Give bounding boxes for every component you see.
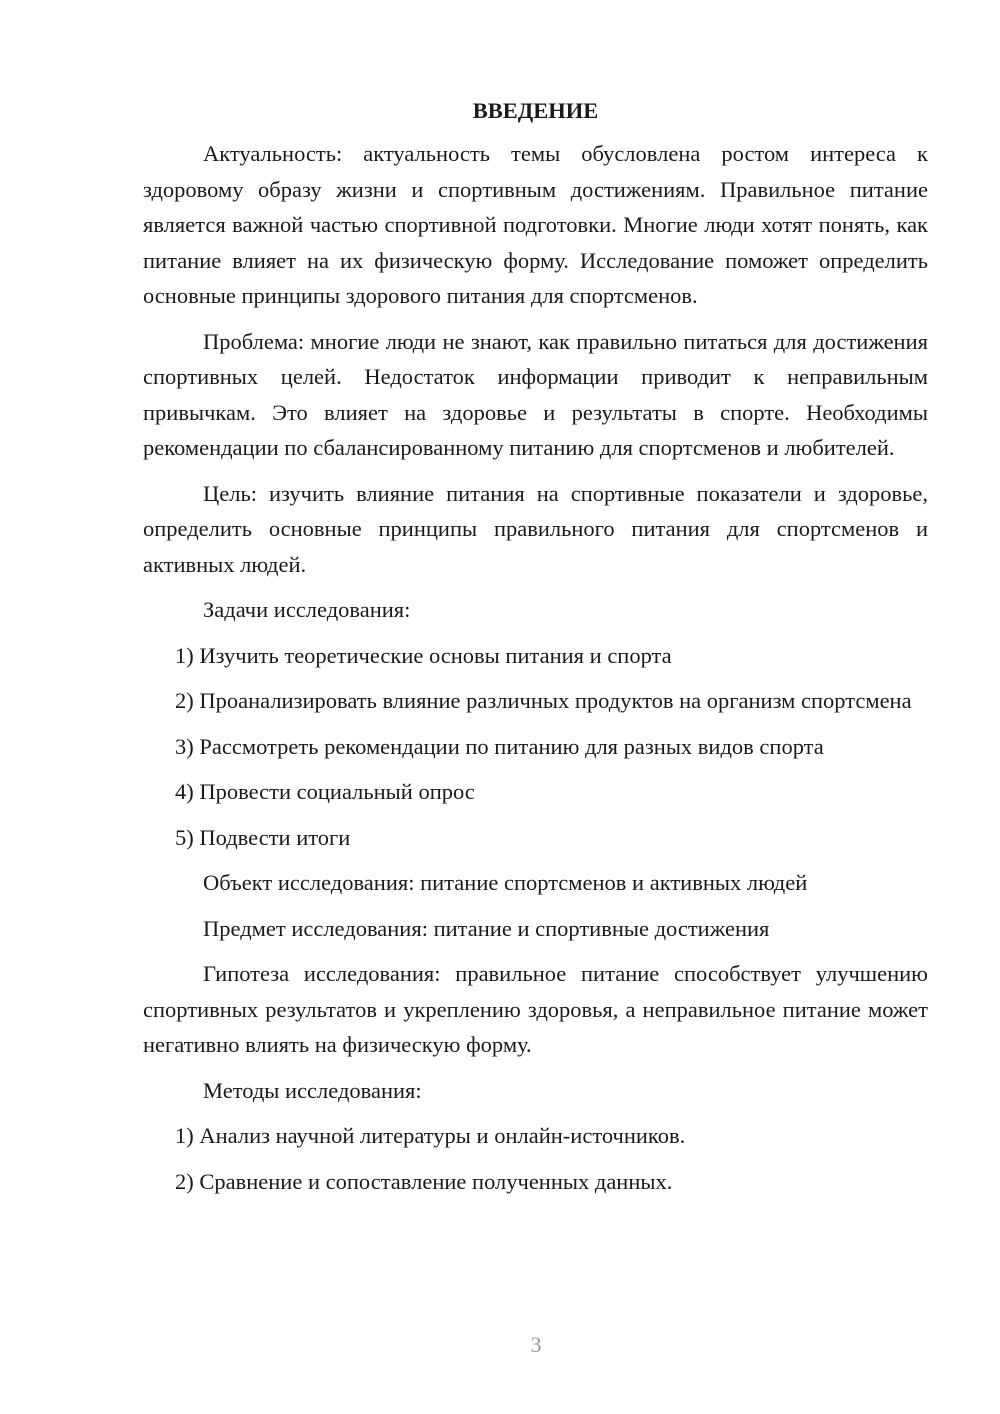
page-number: 3 — [530, 1332, 542, 1357]
task-item: 5) Подвести итоги — [175, 824, 351, 850]
document-page — [143, 96, 928, 1209]
task-item: 3) Рассмотреть рекомендации по питанию для разных видов спорта — [175, 733, 824, 759]
subject-paragraph: Предмет исследования: питание и спортивные достижения — [203, 915, 770, 941]
relevance-paragraph: Актуальность: актуальность темы обусловлена ростом интереса к здоровому образу жизни и спортивным достижениям. Правильное питание является важной частью спортивной подготовки. Многие люди хотят понять, как питание влияет на их физическую форму. Исследование поможет определить основные принципы здорового питания для спортсменов. — [143, 141, 928, 308]
method-item: 2) Сравнение и сопоставление полученных данных. — [175, 1168, 673, 1194]
methods-heading: Методы исследования: — [203, 1077, 422, 1103]
task-item: 1) Изучить теоретические основы питания и спорта — [175, 642, 672, 668]
goal-paragraph: Цель: изучить влияние питания на спортивные показатели и здоровье, определить основные принципы правильного питания для спортсменов и активных людей. — [143, 480, 928, 577]
object-paragraph: Объект исследования: питание спортсменов и активных людей — [203, 870, 808, 895]
section-title: ВВЕДЕНИЕ — [472, 98, 599, 123]
tasks-heading: Задачи исследования: — [203, 597, 411, 622]
method-item: 1) Анализ научной литературы и онлайн-источников. — [175, 1123, 686, 1148]
problem-paragraph: Проблема: многие люди не знают, как правильно питаться для достижения спортивных целей. Недостаток информации приводит к неправильным привычкам. Это влияет на здоровье и результаты в спорте. Необходимы рекомендации по сбалансированному питанию для спортсменов и любителей. — [143, 328, 928, 460]
hypothesis-paragraph: Гипотеза исследования: правильное питание способствует улучшению спортивных результатов и укреплению здоровья, а неправильное питание может негативно влиять на физическую форму. — [143, 961, 928, 1057]
task-item: 2) Проанализировать влияние различных продуктов на организм спортсмена — [175, 688, 912, 713]
task-item: 4) Провести социальный опрос — [175, 779, 475, 804]
